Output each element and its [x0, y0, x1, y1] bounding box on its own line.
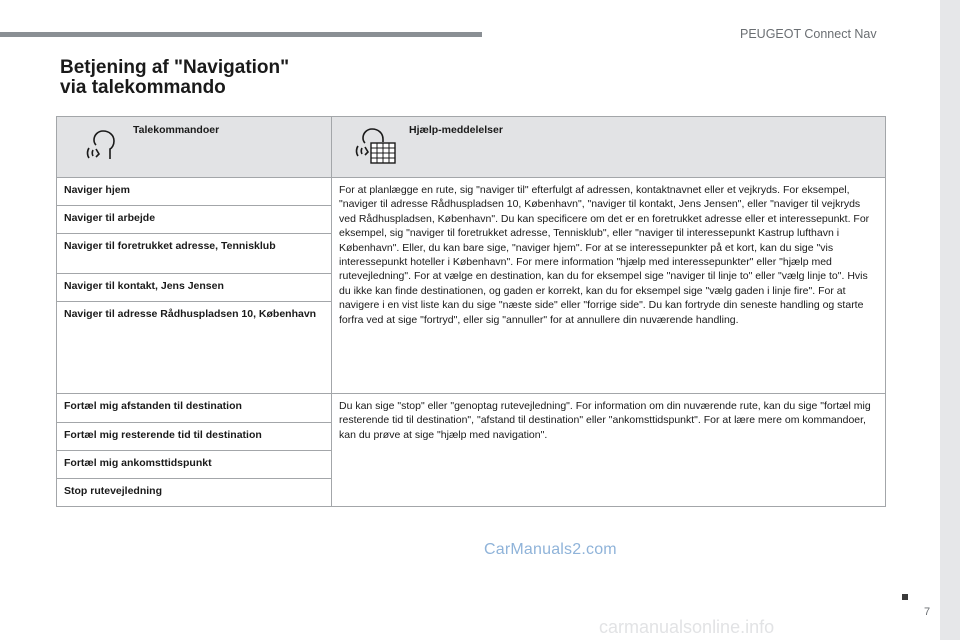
header-cell-help	[332, 117, 886, 178]
watermark-link[interactable]: CarManuals2.com	[484, 541, 617, 558]
header-cell-commands	[57, 117, 332, 178]
command-cell: Naviger hjem	[57, 178, 332, 206]
page-title-line1: Betjening af "Navigation"	[60, 57, 290, 78]
voice-command-icon	[85, 128, 119, 164]
command-cell: Naviger til adresse Rådhuspladsen 10, København	[57, 302, 332, 394]
manual-title: PEUGEOT Connect Nav	[740, 27, 877, 41]
command-cell: Stop rutevejledning	[57, 479, 332, 507]
page-number: 7	[924, 606, 931, 618]
table-row	[57, 178, 886, 206]
command-cell: Naviger til kontakt, Jens Jensen	[57, 274, 332, 302]
header-commands-label: Talekommandoer	[133, 124, 220, 136]
voice-commands-table	[56, 116, 886, 507]
footer-watermark: carmanualsonline.info	[599, 617, 775, 637]
table-header-row	[57, 117, 886, 178]
header-rule	[0, 32, 482, 37]
table-row	[57, 394, 886, 423]
page-bullet	[902, 594, 908, 600]
help-cell: Du kan sige "stop" eller "genoptag rutevejledning". For information om din nuværende rute, kan du sige "fortæl mig resterende tid til destination", "afstand til destination" eller "ankomsttidspunkt". For at lære mere om kommandoer, kan du prøve at sige "hjælp med navigation".	[332, 394, 886, 507]
page-title-line2: via talekommando	[60, 77, 226, 98]
page-side-bar	[940, 0, 960, 640]
command-cell: Fortæl mig resterende tid til destination	[57, 423, 332, 451]
page-title	[60, 58, 289, 98]
command-cell: Naviger til arbejde	[57, 206, 332, 234]
help-cell: For at planlægge en rute, sig "naviger til" efterfulgt af adressen, kontaktnavnet eller et vejkryds. For eksempel, "naviger til adresse Rådhuspladsen 10, København", "naviger til kontakt, Jens Jensen", eller "naviger til vejkryds ved Rådhuspladsen, København". Du kan specificere om det er en foretrukket adresse eller et interessepunkt. For eksempel, sig "naviger til foretrukket adresse, Tennisklub", eller "naviger til interessepunkt Kastrup lufthavn i København". Eller, du kan bare sige, "naviger hjem". For at se interessepunkter på et kort, kan du sige "vis interessepunkt hoteller i København". For mere information "hjælp med interessepunkter" eller "hjælp med rutevejledning". For at vælge en destination, kan du for eksempel sige "naviger til linje to" eller "vælg linje to". Hvis du ikke kan finde destinationen, og gaden er korrekt, kan du for eksempel sige "vælg gaden i linje fire". For at navigere i en vist liste kan du sige "næste side" eller "forrige side". Du kan fortryde din seneste handling og starte forfra ved at sige "fortryd", eller sig "annuller" for at annullere din nuværende handling.	[332, 178, 886, 394]
command-cell: Fortæl mig afstanden til destination	[57, 394, 332, 423]
voice-help-icon	[354, 126, 398, 166]
command-cell: Fortæl mig ankomsttidspunkt	[57, 451, 332, 479]
command-cell: Naviger til foretrukket adresse, Tennisklub	[57, 234, 332, 274]
header-help-label: Hjælp-meddelelser	[409, 124, 503, 136]
